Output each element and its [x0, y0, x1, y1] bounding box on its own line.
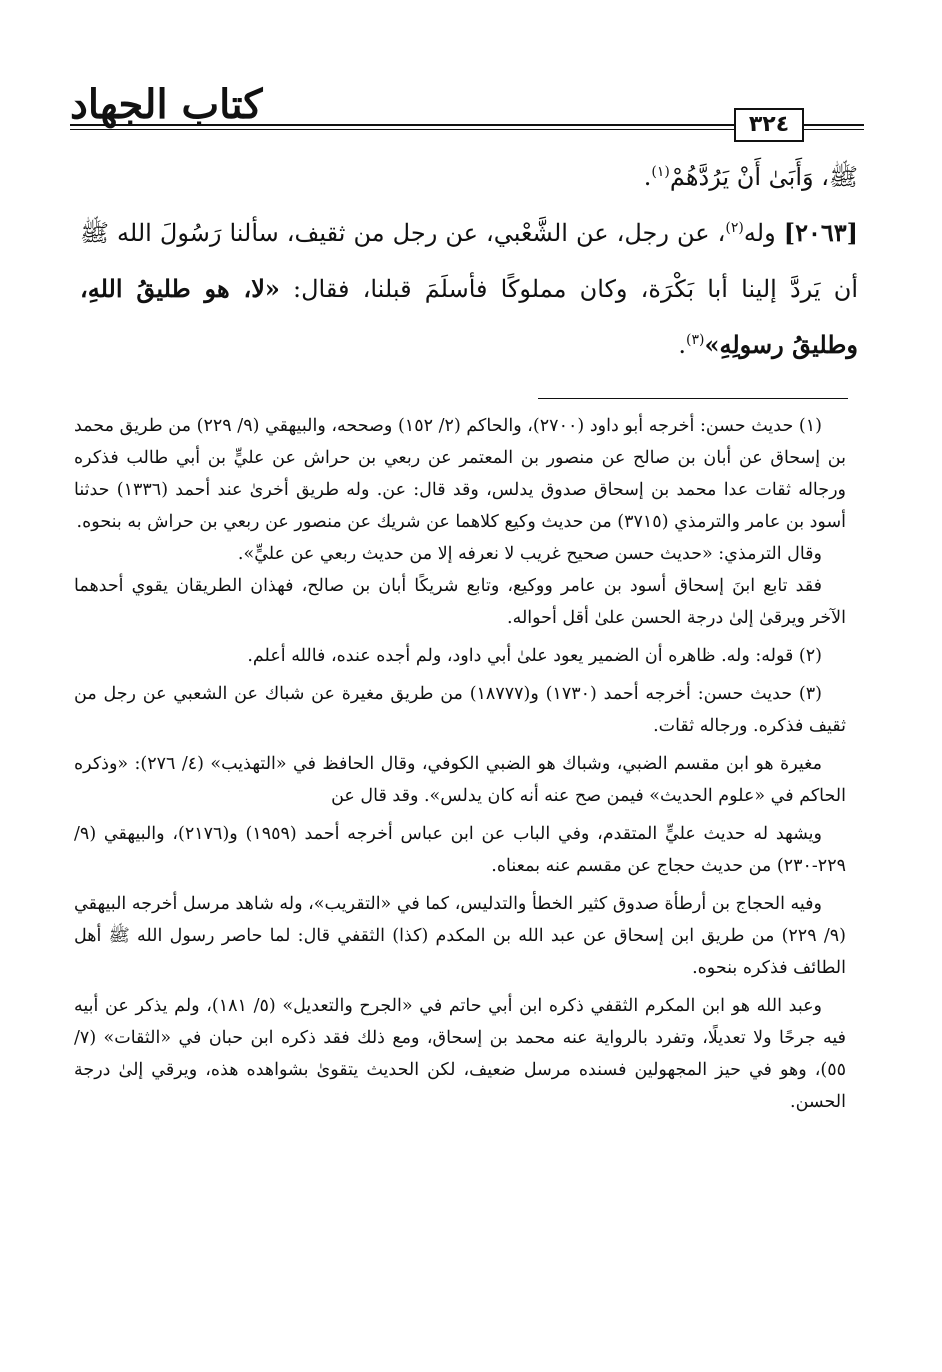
page-number: ٣٢٤ — [734, 108, 804, 142]
footnotes — [74, 410, 846, 1124]
continuation-text: ﷺ، وَأَبَىٰ أَنْ يَرُدَّهُمْ — [669, 163, 858, 191]
footnote-ref-1: (١) — [651, 164, 670, 180]
footnote-ref-2: (٢) — [725, 220, 744, 236]
footnote-3-abdullah: وعبد الله هو ابن المكرم الثقفي ذكره ابن أبي حاتم في «الجرح والتعديل» (٥/ ١٨١)، ولم يذكر عن أبيه فيه جرحًا ولا تعديلًا، وتفرد بالرواية عنه محمد بن إسحاق، ومع ذلك فقد ذكره ابن حبان في «الثقات» (٧/ ٥٥)، وهو في حيز المجهولين فسنده مرسل ضعيف، لكن الحديث يتقوىٰ بشواهده هذه، ويرقي إلىٰ درجة الحسن. — [74, 996, 846, 1112]
footnote-ref-3: (٣) — [686, 332, 705, 348]
hadith-body: ، عن رجل، عن الشَّعْبي، عن رجل من ثقيف، سألنا رَسُولَ الله ﷺ أن يَردَّ إلينا أبا بَكْرَة، وكان مملوكًا فأسلَمَ قبلنا، فقال: — [80, 219, 858, 303]
footnote-3: (٣) حديث حسن: أخرجه أحمد (١٧٣٠) و(١٨٧٧٧) من طريق مغيرة عن شباك عن الشعبي عن رجل من ثقيف فذكره. ورجاله ثقات. — [74, 684, 846, 736]
footnote-1-tirmidhi: وقال الترمذي: «حديث حسن صحيح غريب لا نعرفه إلا من حديث ربعي عن عليٍّ». — [237, 544, 822, 564]
footnote-separator — [538, 398, 848, 399]
hadith-intro: وله — [743, 219, 776, 247]
footnote-2: (٢) قوله: وله. ظاهره أن الضمير يعود علىٰ أبي داود، ولم أجده عنده، فالله أعلم. — [247, 646, 822, 666]
continuation-line: ﷺ، وَأَبَىٰ أَنْ يَرُدَّهُمْ$^{(١)}$. — [643, 163, 858, 191]
book-title: كتاب الجهاد — [70, 81, 263, 128]
hadith-number: [٢٠٦٣] — [783, 218, 859, 247]
footnote-1-conclusion: فقد تابع ابنَ إسحاق أسود بن عامر ووكيع، وتابع شريكًا أبان بن صالح، فهذان الطريقان يقوي أحدهما الآخر ويرقىٰ إلىٰ درجة الحسن علىٰ أقل أحواله. — [74, 576, 846, 628]
footnote-3-witness: ويشهد له حديث عليٍّ المتقدم، وفي الباب عن ابن عباس أخرجه أحمد (١٩٥٩) و(٢١٧٦)، والبيهقي (٩/ ٢٢٩-٢٣٠) من حديث حجاج عن مقسم عنه بمعناه. — [74, 824, 846, 876]
footnote-3-hajjaj: وفيه الحجاج بن أرطأة صدوق كثير الخطأ والتدليس، كما في «التقريب»، وله شاهد مرسل أخرجه البيهقي (٩/ ٢٢٩) من طريق ابن إسحاق عن عبد الله بن المكدم (كذا) الثقفي قال: لما حاصر رسول الله ﷺ أهل الطائف فذكره بنحوه. — [74, 894, 846, 978]
footnote-3-mughira: مغيرة هو ابن مقسم الضبي، وشباك هو الضبي الكوفي، وقال الحافظ في «التهذيب» (٤/ ٢٧٦): «وذكره الحاكم في «علوم الحديث» فيمن صح عنه أنه كان يدلس». وقد قال عن — [74, 754, 846, 806]
page-header — [70, 70, 864, 160]
prophet-speech: «لا، هو طليقُ اللهِ، وطليقُ رسولِهِ» — [80, 274, 858, 359]
hadith-paragraph: [٢٠٦٣] وله$^{(٢)}$، عن رجل، عن الشَّعْبي، عن رجل من ثقيف، سألنا رَسُولَ الله ﷺ أن يَردَّ إلينا أبا بَكْرَة، وكان مملوكًا فأسلَمَ قبلنا، فقال: «لا، هو طليقُ اللهِ، وطليقُ رسولِهِ»$^{(٣)}$. — [80, 218, 859, 359]
footnote-1: (١) حديث حسن: أخرجه أبو داود (٢٧٠٠)، والحاكم (٢/ ١٥٢) وصححه، والبيهقي (٩/ ٢٢٩) من طريق محمد بن إسحاق عن أبان بن صالح عن منصور بن المعتمر عن ربعي بن حراش عن عليٍّ بن أبي طالب فذكره ورجاله ثقات عدا محمد بن إسحاق صدوق يدلس، وقد قال: عن. وله طريق أخرىٰ عند أحمد (١٣٣٦) حدثنا أسود بن عامر والترمذي (٣٧١٥) من حديث وكيع كلاهما عن شريك عن منصور عن ربعي بن حراش به بنحوه. — [74, 416, 846, 532]
main-text — [80, 150, 858, 373]
